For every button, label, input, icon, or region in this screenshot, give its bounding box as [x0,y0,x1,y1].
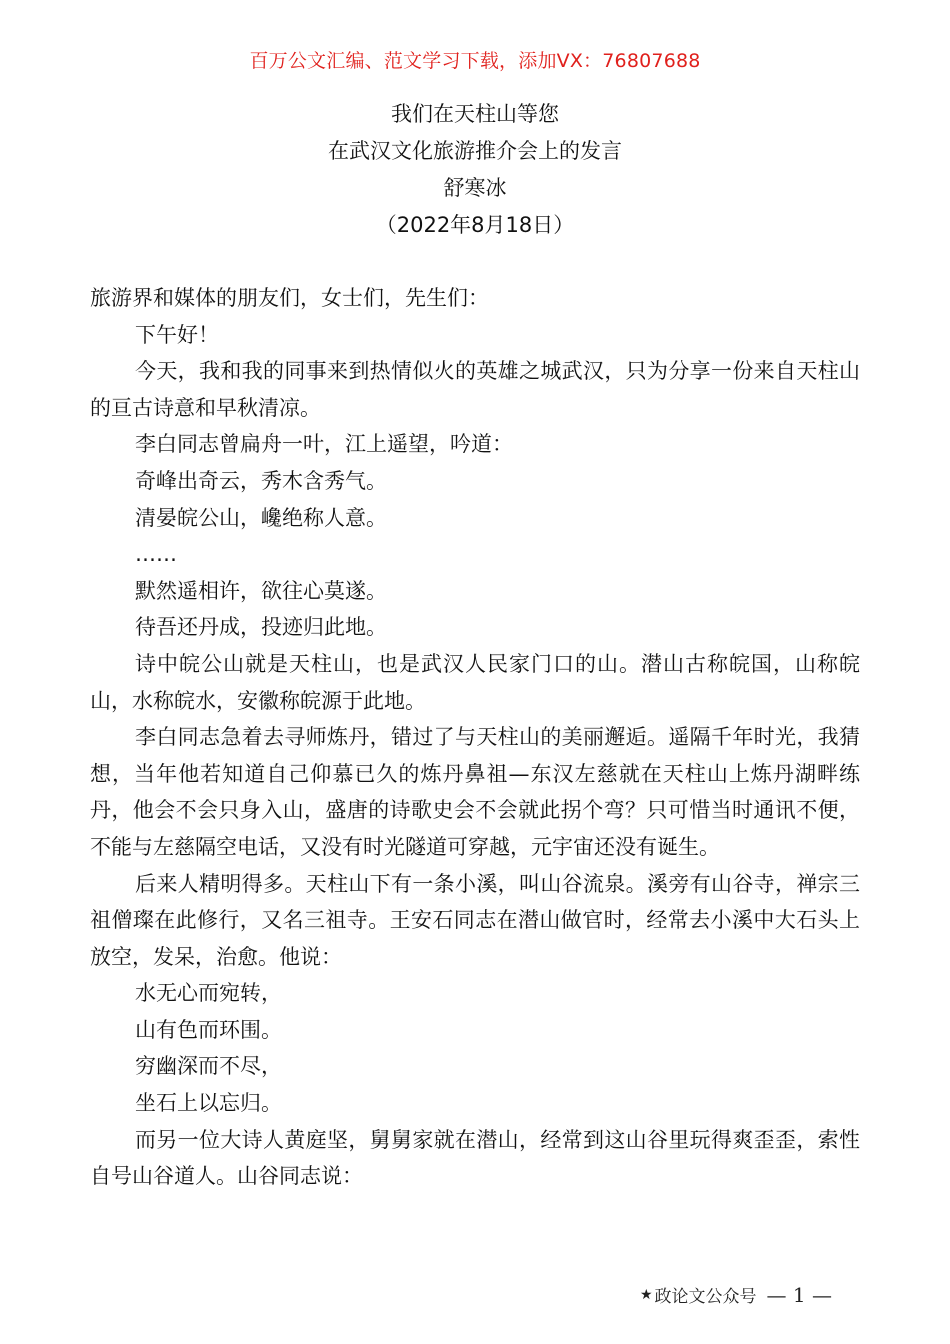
salutation: 旅游界和媒体的朋友们，女士们，先生们： [90,286,489,310]
paragraph: 李白同志急着去寻师炼丹，错过了与天柱山的美丽邂逅。遥隔千年时光，我猜想，当年他若知道自己仰慕已久的炼丹鼻祖—东汉左慈就在天柱山上炼丹湖畔练丹，他会不会只身入山，盛唐的诗歌史会不会就此拐个弯？只可惜当时通讯不便，不能与左慈隔空电话，又没有时光隧道可穿越，元宇宙还没有诞生。 [90,725,860,859]
poem-line: 清晏皖公山，巉绝称人意。 [135,505,387,530]
speech-date: （2022年8月18日） [375,213,575,237]
poem-line: 奇峰出奇云，秀木含秀气。 [135,468,387,493]
poem-line: 坐石上以忘归。 [135,1091,282,1116]
document-title: 我们在天柱山等您 [391,102,559,126]
author-name: 舒寒冰 [443,176,507,200]
paragraph: 而另一位大诗人黄庭坚，舅舅家就在潜山，经常到这山谷里玩得爽歪歪，索性自号山谷道人。山谷同志说： [90,1127,860,1189]
poem-line: 默然遥相许，欲往心莫遂。 [135,578,387,603]
footer-source: 政论文公众号 [654,1287,757,1307]
page-footer [640,1282,832,1307]
paragraph: 李白同志曾扁舟一叶，江上遥望，吟道： [135,432,513,457]
star-icon: ★ [639,1286,653,1303]
document-subtitle: 在武汉文化旅游推介会上的发言 [328,139,622,163]
poem-line: 穷幽深而不尽， [135,1054,282,1079]
page-number: — 1 — [766,1282,832,1307]
paragraph: 诗中皖公山就是天柱山，也是武汉人民家门口的山。潜山古称皖国，山称皖山，水称皖水，安徽称皖源于此地。 [90,651,860,713]
download-banner: 百万公文汇编、范文学习下载，添加VX：76807688 [249,50,701,72]
greeting: 下午好！ [135,322,219,347]
poem-line: 山有色而环围。 [135,1017,282,1042]
paragraph: 今天，我和我的同事来到热情似火的英雄之城武汉，只为分享一份来自天柱山的亘古诗意和早秋清凉。 [90,359,860,420]
poem-ellipsis: …… [135,542,177,567]
poem-line: 水无心而宛转， [135,981,282,1006]
title-block [0,96,950,244]
speech-body [90,280,860,1195]
poem-line: 待吾还丹成，投迹归此地。 [135,615,387,640]
paragraph: 后来人精明得多。天柱山下有一条小溪，叫山谷流泉。溪旁有山谷寺，禅宗三祖僧璨在此修行，又名三祖寺。王安石同志在潜山做官时，经常去小溪中大石头上放空，发呆，治愈。他说： [90,871,860,969]
